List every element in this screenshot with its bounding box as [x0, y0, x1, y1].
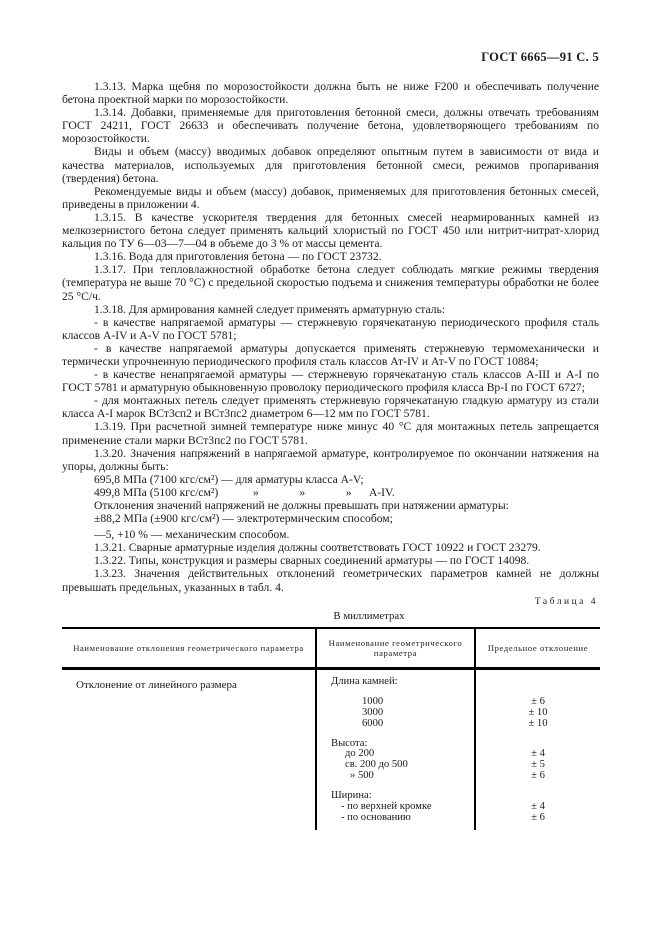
param-length-6000: 6000 [362, 717, 384, 729]
stress-tolerance-line-1: ±88,2 МПа (±900 кгс/см²) — электротермическим способом; [94, 512, 393, 526]
param-group-length: Длина камней: [331, 676, 398, 687]
table-header-limit-deviation: Предельное отклонение [474, 629, 600, 667]
rebar-spec-item-4: - для монтажных петель следует применять стержневую горячекатаную гладкую арматуру из стали класса А-I марок ВСт3сп2 и ВСт3пс2 диаметром 6—12 мм по ГОСТ 5781. [62, 394, 599, 421]
clause-1-3-14-note-2: Рекомендуемые виды и объем (массу) добавок, применяемых для приготовления бетонных смесей, приведены в приложении 4. [62, 184, 599, 211]
clause-1-3-23: 1.3.23. Значения действительных отклонений геометрических параметров камней не должны превышать предельных, указанных в табл. 4. [62, 567, 599, 594]
rebar-spec-item-2: - в качестве напрягаемой арматуры допускается применять стержневую термомеханически и термически упрочненную периодического профиля сталь классов Ат-IV и Ат-V по ГОСТ 10884; [62, 341, 599, 368]
page-header: ГОСТ 6665—91 С. 5 [481, 50, 599, 64]
deviation-length-1000: ± 6 [531, 695, 545, 707]
param-height-over-500: » 500 [350, 770, 374, 782]
document-body [62, 80, 599, 596]
param-length-3000: 3000 [362, 706, 384, 718]
clause-1-3-14-note-1: Виды и объем (массу) вводимых добавок определяют опытным путем в зависимости от вида и качества материалов, используемых для приготовления бетонной смеси, режимов пропаривания (твердения) бетона. [62, 145, 599, 185]
rebar-spec-item-3: - в качестве ненапрягаемой арматуры — стержневую горячекатаную сталь классов А-III и А-I по ГОСТ 5781 и арматурную обыкновенную проволоку периодического профиля класса Вр-I по ГОСТ 6727; [62, 368, 599, 395]
clause-1-3-17: 1.3.17. При тепловлажностной обработке бетона следует соблюдать мягкие режимы твердения (температура не выше 70 °С) с предельной скоростью подъема и снижения температуры обработки не более 25 °С/ч. [62, 263, 599, 303]
param-group-width: Ширина: [331, 790, 372, 802]
deviation-height-upto-200: ± 4 [531, 748, 545, 760]
param-length-1000: 1000 [362, 695, 384, 707]
deviation-width-top-edge: ± 4 [531, 801, 545, 813]
clause-1-3-19: 1.3.19. При расчетной зимней температуре ниже минус 40 °С для монтажных петель запрещается применение стали марки ВСт3пс2 по ГОСТ 5781. [62, 420, 599, 447]
clause-1-3-15: 1.3.15. В качестве ускорителя твердения для бетонных смесей неармированных камней из мелкозернистого бетона следует применять кальций хлористый по ГОСТ 450 или нитрит-нитрат-хлорид кальция по ТУ 6—03—7—04 в объеме до 3 % от массы цемента. [62, 210, 599, 251]
param-height-upto-200: до 200 [345, 748, 375, 760]
clause-1-3-14: 1.3.14. Добавки, применяемые для приготовления бетонной смеси, должны отвечать требованиям ГОСТ 24211, ГОСТ 26633 и обеспечивать получение бетона, удовлетворяющего требованиям по морозостойкости. [62, 106, 599, 146]
stress-tolerance-line-2: —5, +10 % — механическим способом. [94, 528, 290, 542]
deviation-height-over-500: ± 6 [531, 770, 545, 782]
clause-1-3-13: 1.3.13. Марка щебня по морозостойкости должна быть не ниже F200 и обеспечивать получение бетона проектной марки по морозостойкости. [62, 80, 599, 107]
stress-value-line-1: 695,8 МПа (7100 кгс/см²) — для арматуры класса А-V; [94, 472, 364, 486]
table-cell-parameters [315, 670, 474, 830]
table-units-note: В миллиметрах [333, 610, 405, 622]
param-width-top-edge: - по верхней кромке [341, 801, 432, 813]
clause-1-3-16: 1.3.16. Вода для приготовления бетона — по ГОСТ 23732. [94, 250, 382, 264]
param-group-height: Высота: [331, 737, 368, 749]
table-4 [62, 627, 600, 830]
param-width-base: - по основанию [341, 811, 411, 823]
deviation-height-200-500: ± 5 [531, 759, 545, 771]
table-header-row [62, 629, 600, 670]
param-height-200-500: св. 200 до 500 [345, 759, 408, 771]
table-cell-deviation-name [62, 670, 315, 830]
table-caption: Таблица 4 [534, 597, 598, 607]
clause-1-3-20: 1.3.20. Значения напряжений в напрягаемой арматуре, контролируемое по окончании натяжения на упоры, должны быть: [62, 446, 599, 473]
clause-1-3-18: 1.3.18. Для армирования камней следует применять арматурную сталь: [94, 302, 445, 316]
deviation-length-3000: ± 10 [528, 706, 548, 718]
deviation-width-base: ± 6 [531, 811, 545, 823]
deviation-name-text: Отклонение от линейного размера [76, 679, 237, 691]
table-cell-deviations [474, 670, 600, 830]
table-header-parameter-name: Наименование геометрического параметра [315, 629, 474, 667]
table-body-row [62, 670, 600, 830]
stress-value-line-2: 499,8 МПа (5100 кгс/см²) » » » А-IV. [94, 485, 395, 499]
stress-tolerance-intro: Отклонения значений напряжений не должны превышать при натяжении арматуры: [94, 499, 509, 512]
clause-1-3-21: 1.3.21. Сварные арматурные изделия должны соответствовать ГОСТ 10922 и ГОСТ 23279. [94, 541, 541, 555]
rebar-spec-item-1: - в качестве напрягаемой арматуры — стержневую горячекатаную периодического профиля сталь классов А-IV и А-V по ГОСТ 5781; [62, 315, 599, 342]
clause-1-3-22: 1.3.22. Типы, конструкция и размеры сварных соединений арматуры — по ГОСТ 14098. [94, 554, 530, 568]
deviation-length-6000: ± 10 [528, 717, 548, 729]
table-4-section [62, 597, 600, 830]
table-header-deviation-name: Наименование отклонения геометрического параметра [73, 643, 304, 653]
